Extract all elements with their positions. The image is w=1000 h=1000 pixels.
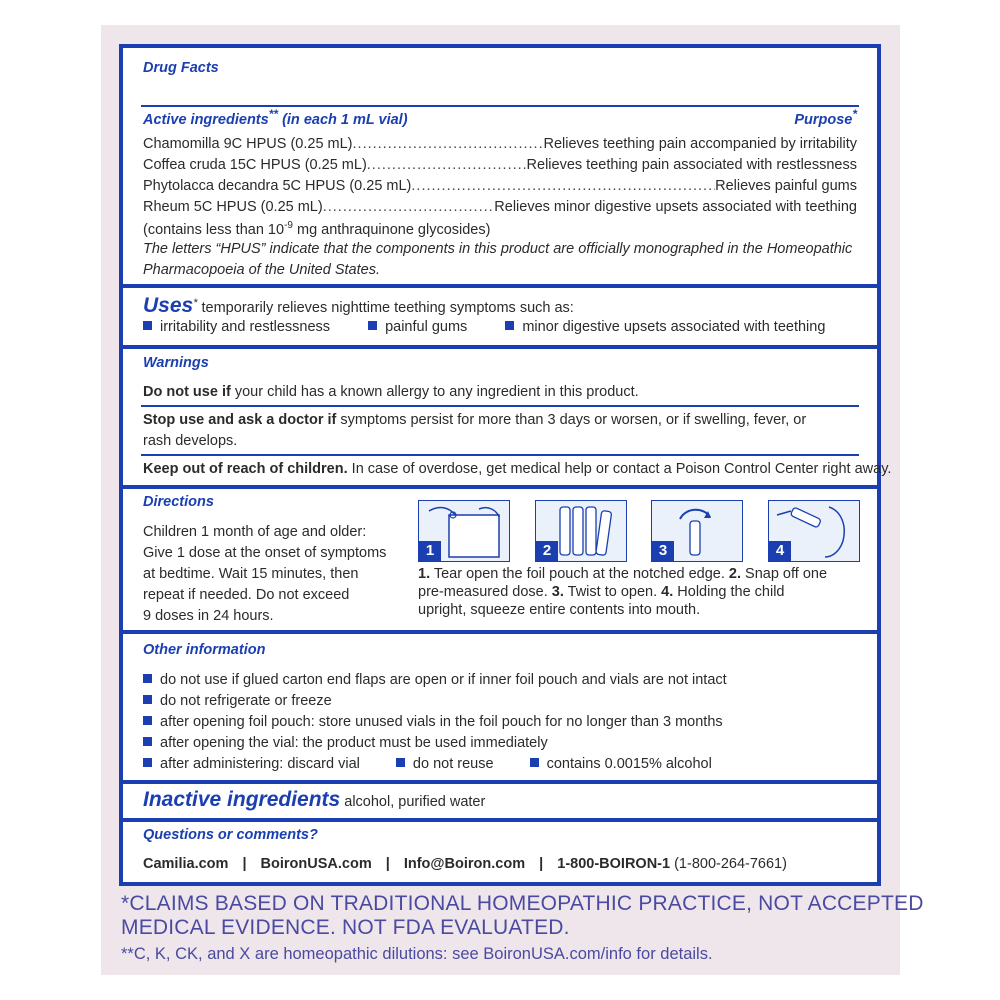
website-link[interactable]: Camilia.com bbox=[143, 856, 229, 872]
bullet-square-icon bbox=[143, 716, 152, 725]
uses-list bbox=[143, 319, 825, 335]
ingredient-name: Rheum 5C HPUS (0.25 mL) bbox=[143, 199, 323, 215]
directions-line: at bedtime. Wait 15 minutes, then bbox=[143, 566, 359, 582]
questions-heading: Questions or comments? bbox=[143, 827, 318, 843]
bullet-square-icon bbox=[143, 737, 152, 746]
directions-line: 9 doses in 24 hours. bbox=[143, 608, 274, 624]
step-number: 4 bbox=[769, 541, 791, 561]
contact-row bbox=[143, 856, 787, 872]
do-not-use-warning: Do not use if your child has a known allergy to any ingredient in this product. bbox=[143, 384, 639, 400]
other-information-heading: Other information bbox=[143, 642, 266, 658]
other-info-item: after administering: discard vial bbox=[143, 756, 360, 772]
directions-line: repeat if needed. Do not exceed bbox=[143, 587, 350, 603]
other-info-item: do not use if glued carton end flaps are open or if inner foil pouch and vials are not intact bbox=[143, 672, 727, 688]
anthraquinone-note: (contains less than $10^{-9}$ mg anthraquinone glycosides) bbox=[143, 220, 491, 238]
website-link[interactable]: BoironUSA.com bbox=[260, 856, 372, 872]
separator: | bbox=[385, 856, 390, 872]
ingredient-row bbox=[143, 178, 857, 194]
ingredient-name: Chamomilla 9C HPUS (0.25 mL) bbox=[143, 136, 353, 152]
dilutions-note: **C, K, CK, and X are homeopathic dilutions: see BoironUSA.com/info for details. bbox=[121, 945, 713, 963]
divider bbox=[141, 405, 859, 407]
active-ingredients-heading: Active ingredients** (in each 1 mL vial) bbox=[143, 107, 408, 128]
step-number: 3 bbox=[652, 541, 674, 561]
drug-facts-panel bbox=[119, 44, 892, 886]
directions-line: Children 1 month of age and older: bbox=[143, 524, 367, 540]
section-divider bbox=[123, 345, 877, 349]
uses-heading-row: Uses* temporarily relieves nighttime teething symptoms such as: bbox=[143, 294, 574, 317]
directions-heading: Directions bbox=[143, 494, 214, 510]
ingredient-purpose: Relieves teething pain associated with restlessness bbox=[526, 157, 857, 173]
steps-text-line2: pre-measured dose. 3. Twist to open. 4. Holding the child bbox=[418, 584, 785, 600]
ingredient-name: Coffea cruda 15C HPUS (0.25 mL) bbox=[143, 157, 367, 173]
step-2-snap-vial-illustration bbox=[535, 500, 627, 562]
drug-facts-title: Drug Facts bbox=[143, 60, 219, 76]
uses-intro: temporarily relieves nighttime teething symptoms such as: bbox=[201, 300, 574, 316]
other-info-last-row bbox=[143, 756, 712, 772]
other-info-item: do not reuse bbox=[396, 756, 494, 772]
bullet-square-icon bbox=[530, 758, 539, 767]
uses-item: painful gums bbox=[368, 319, 467, 335]
step-3-twist-vial-illustration bbox=[651, 500, 743, 562]
keep-out-of-reach-warning: Keep out of reach of children. In case of overdose, get medical help or contact a Poison Control Center right away. bbox=[143, 461, 892, 477]
bullet-square-icon bbox=[143, 674, 152, 683]
warnings-heading: Warnings bbox=[143, 355, 209, 371]
divider bbox=[141, 454, 859, 456]
phone-number: 1-800-BOIRON-1 bbox=[557, 856, 671, 872]
uses-item: irritability and restlessness bbox=[143, 319, 330, 335]
section-divider bbox=[123, 818, 877, 822]
inactive-ingredients-heading: Inactive ingredients bbox=[143, 788, 341, 811]
other-info-item: do not refrigerate or freeze bbox=[143, 693, 332, 709]
claims-disclaimer-line2: MEDICAL EVIDENCE. NOT FDA EVALUATED. bbox=[121, 916, 570, 939]
separator: | bbox=[539, 856, 544, 872]
separator: | bbox=[242, 856, 247, 872]
email-link[interactable]: Info@Boiron.com bbox=[403, 856, 526, 872]
ingredient-row bbox=[143, 157, 857, 173]
stop-use-warning: Stop use and ask a doctor if symptoms persist for more than 3 days or worsen, or if swelling, fever, or bbox=[143, 412, 807, 428]
phone-number-digits: (1-800-264-7661) bbox=[674, 856, 787, 872]
inactive-ingredients-text: alcohol, purified water bbox=[344, 794, 486, 810]
section-divider bbox=[123, 780, 877, 784]
hpus-note-line1: The letters “HPUS” indicate that the components in this product are officially monographed in the Homeopathic bbox=[143, 241, 853, 257]
bullet-square-icon bbox=[143, 758, 152, 767]
other-info-item: contains 0.0015% alcohol bbox=[530, 756, 712, 772]
bullet-square-icon bbox=[143, 321, 152, 330]
directions-line: Give 1 dose at the onset of symptoms bbox=[143, 545, 387, 561]
ingredient-purpose: Relieves minor digestive upsets associated with teething bbox=[494, 199, 857, 215]
bullet-square-icon bbox=[505, 321, 514, 330]
step-number: 2 bbox=[536, 541, 558, 561]
other-info-item: after opening the vial: the product must be used immediately bbox=[143, 735, 548, 751]
section-divider bbox=[123, 630, 877, 634]
purpose-heading: Purpose* bbox=[794, 107, 857, 128]
stop-use-warning-cont: rash develops. bbox=[143, 433, 238, 449]
section-divider bbox=[123, 485, 877, 489]
step-4-administer-illustration bbox=[768, 500, 860, 562]
uses-heading: Uses bbox=[143, 294, 194, 317]
claims-disclaimer-line1: *CLAIMS BASED ON TRADITIONAL HOMEOPATHIC PRACTICE, NOT ACCEPTED bbox=[121, 892, 924, 915]
bullet-square-icon bbox=[396, 758, 405, 767]
step-1-tear-pouch-illustration bbox=[418, 500, 510, 562]
steps-text-line3: upright, squeeze entire contents into mouth. bbox=[418, 602, 701, 618]
inactive-ingredients-row bbox=[143, 788, 485, 812]
hpus-note-line2: Pharmacopoeia of the United States. bbox=[143, 262, 380, 278]
step-number: 1 bbox=[419, 541, 441, 561]
steps-text-line1: 1. Tear open the foil pouch at the notched edge. 2. Snap off one bbox=[418, 566, 828, 582]
bullet-square-icon bbox=[143, 695, 152, 704]
ingredient-row bbox=[143, 199, 857, 215]
ingredient-name: Phytolacca decandra 5C HPUS (0.25 mL) bbox=[143, 178, 412, 194]
section-divider bbox=[123, 284, 877, 288]
ingredient-row bbox=[143, 136, 857, 152]
ingredient-purpose: Relieves teething pain accompanied by irritability bbox=[543, 136, 857, 152]
ingredient-purpose: Relieves painful gums bbox=[715, 178, 857, 194]
uses-item: minor digestive upsets associated with teething bbox=[505, 319, 825, 335]
other-info-item: after opening foil pouch: store unused vials in the foil pouch for no longer than 3 months bbox=[143, 714, 723, 730]
bullet-square-icon bbox=[368, 321, 377, 330]
